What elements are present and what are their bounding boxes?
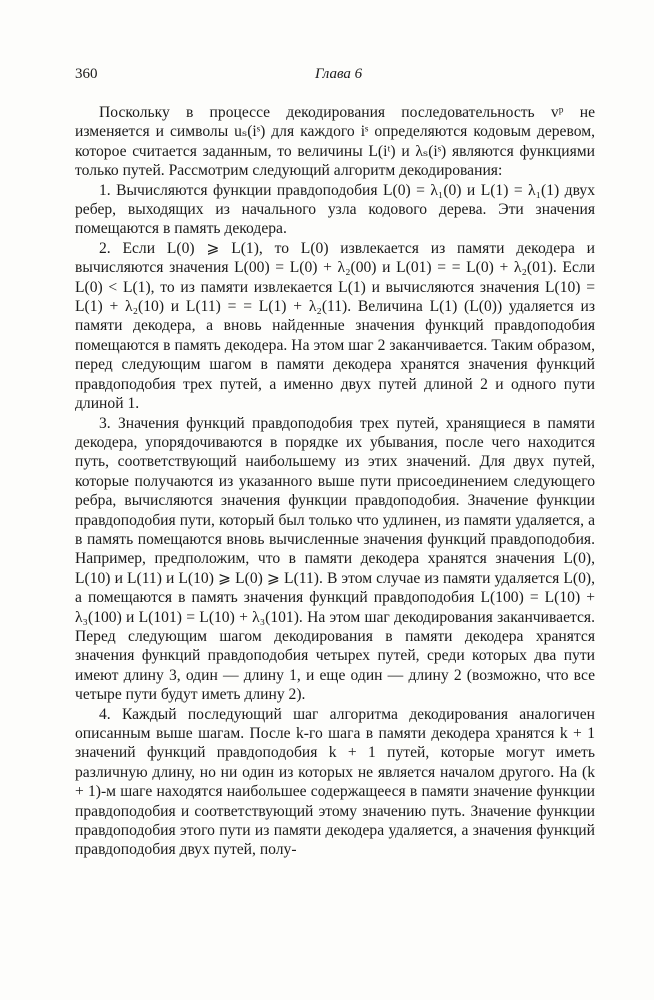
page-number: 360 (75, 66, 98, 82)
intro-paragraph: Поскольку в процессе декодирования последовательность vᵖ не изменяется и символы uₛ(iˢ) для каждого iˢ определяются кодовым деревом, которое считается заданным, то величины L(iᵗ) и λₛ(iˢ) являются функциями только путей. Рассмотрим следующий алгоритм декодирования: (75, 104, 595, 180)
step-3-paragraph: 3. Значения функций правдоподобия трех путей, хранящиеся в памяти декодера, упорядочиваются в порядке их убывания, после чего находится путь, соответствующий наибольшему из этих значений. Для двух путей, которые получаются из указанного выше пути присоединением следующего ребра, вычисляются значения функции правдоподобия. Значение функции правдоподобия пути, который был только что удлинен, из памяти удаляется, а в память помещаются вновь вычисленные значения функций правдоподобия. Например, предположим, что в памяти декодера хранятся значения L(0), L(10) и L(11) и L(10) ⩾ L(0) ⩾ L(11). В этом случае из памяти удаляется L(0), а помещаются в память значения функций правдоподобия L(100) = L(10) + λ₃(100) и L(101) = L(10) + λ₃(101). На этом шаг декодирования заканчивается. Перед следующим шагом декодирования в памяти декодера хранятся значения функций правдоподобия четырех путей, среди которых два пути имеют длину 3, один — длину 1, и еще один — длину 2 (возможно, что все четыре пути будут иметь длину 2). (75, 414, 595, 704)
page-header (75, 66, 595, 88)
step-4-paragraph: 4. Каждый последующий шаг алгоритма декодирования аналогичен описанным выше шагам. После k-го шага в памяти декодера хранятся k + 1 значений функций правдоподобия k + 1 путей, которые могут иметь различную длину, но ни один из которых не является началом другого. На (k + 1)-м шаге находятся наибольшее содержащееся в памяти значение функции правдоподобия и соответствующий этому значению путь. Значение функции правдоподобия этого пути из памяти декодера удаляется, а значения функций правдоподобия двух путей, полу- (75, 705, 595, 859)
body-text (75, 103, 595, 860)
chapter-title: Глава 6 (315, 66, 363, 82)
step-2-paragraph: 2. Если L(0) ⩾ L(1), то L(0) извлекается из памяти декодера и вычисляются значения L(00) = L(0) + λ₂(00) и L(01) = = L(0) + λ₂(01). Если L(0) < L(1), то из памяти извлекается L(1) и вычисляются значения L(10) = L(1) + λ₂(10) и L(11) = = L(1) + λ₂(11). Величина L(1) (L(0)) удаляется из памяти декодера, а вновь найденные значения функций правдоподобия помещаются в память декодера. На этом шаг 2 заканчивается. Таким образом, перед следующим шагом в памяти декодера хранятся значения функций правдоподобия трех путей, а именно двух путей длиной 2 и одного пути длиной 1. (75, 239, 595, 413)
step-1-paragraph: 1. Вычисляются функции правдоподобия L(0) = λ₁(0) и L(1) = λ₁(1) двух ребер, выходящих из начального узла кодового дерева. Эти значения помещаются в память декодера. (75, 181, 595, 238)
